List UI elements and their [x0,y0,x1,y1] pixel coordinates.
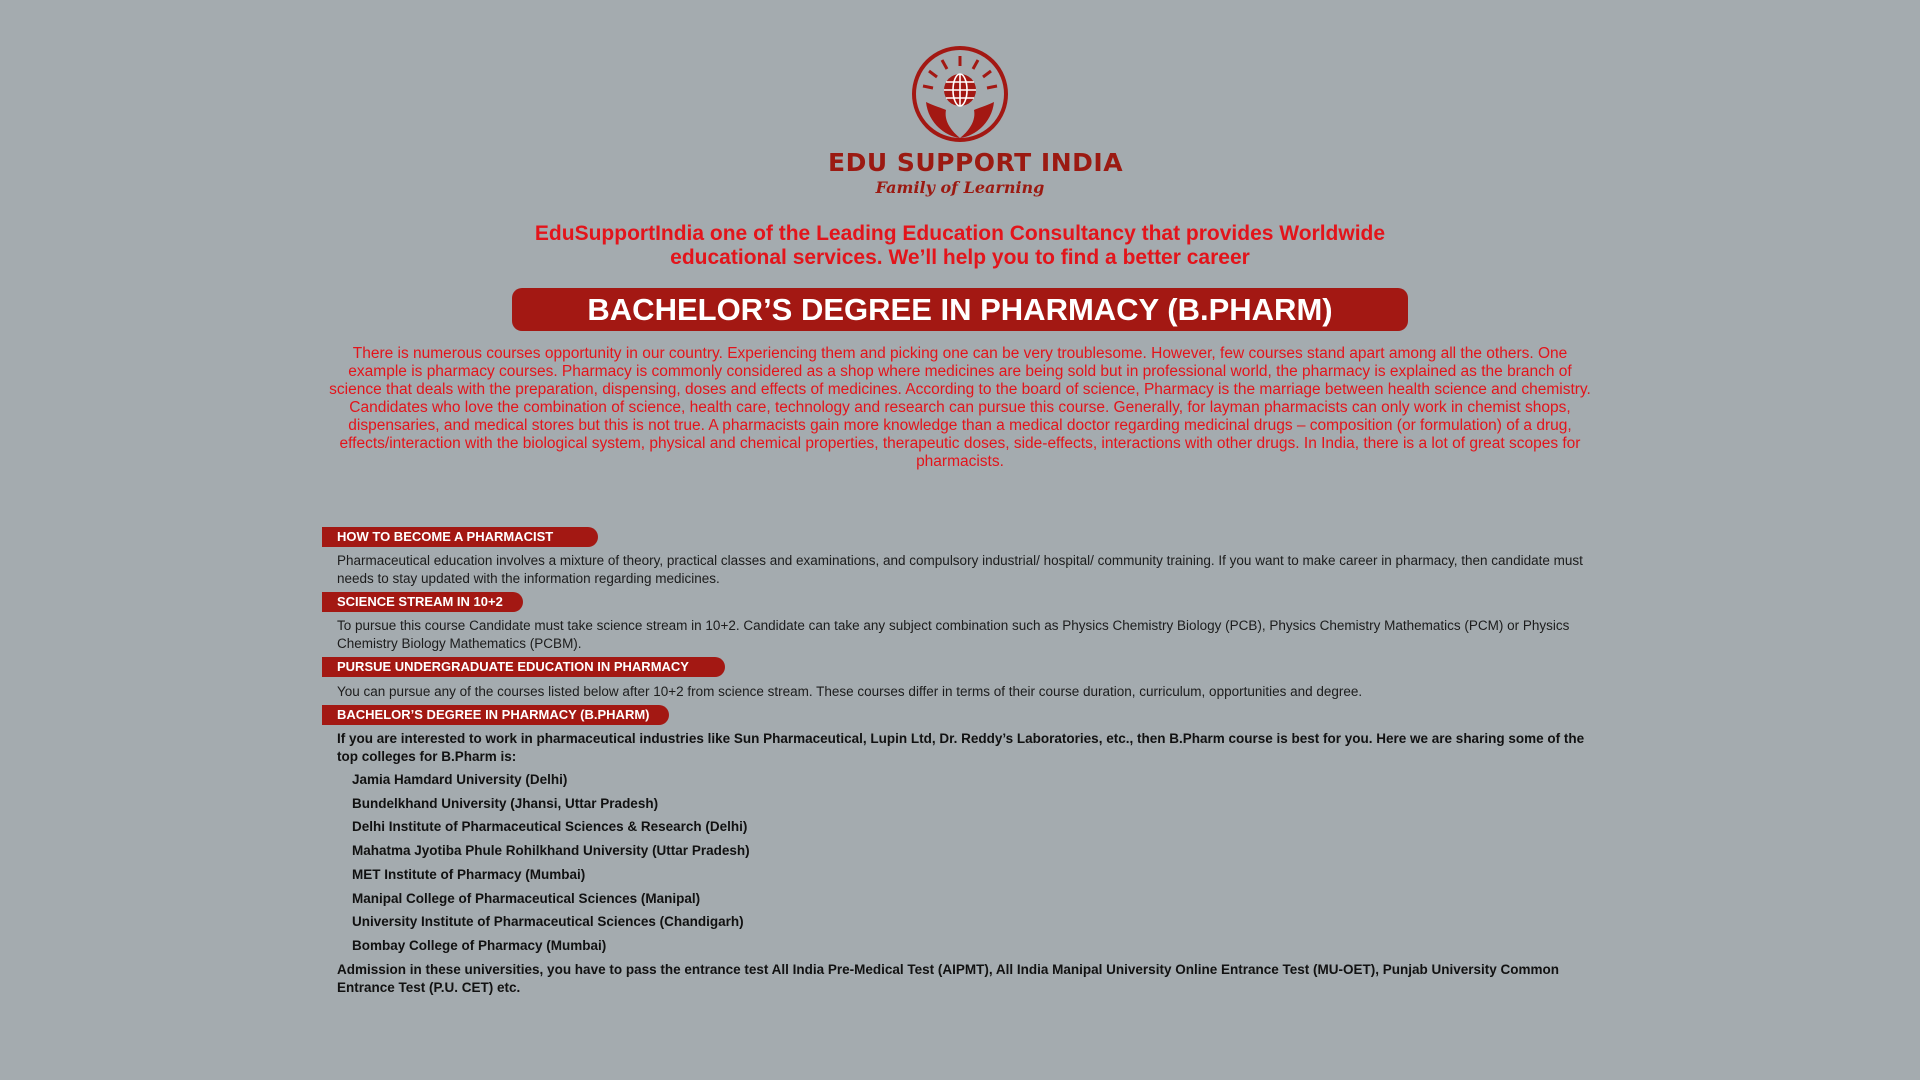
description: There is numerous courses opportunity in our country. Experiencing them and picking one can be very troublesome. However, few courses stand apart among all the others. One example is pharmacy courses. Pharmacy is commonly considered as a shop where medicines are being sold but in professional world, the pharmacy is explained as the branch of science that deals with the preparation, dispensing, doses and effects of medicines. According to the board of science, Pharmacy is the marriage between health science and chemistry. Candidates who love the combination of science, health care, technology and research can pursue this course. Generally, for layman pharmacists can only work in chemist shops, dispensaries, and medical stores but this is not true. A pharmacists gain more knowledge than a medical doctor regarding medicinal drugs – composition (or formulation) of a drug, effects/interaction with the biological system, physical and chemical properties, therapeutic doses, side-effects, interactions with other drugs. In India, there is a lot of great scopes for pharmacists. [329,345,1591,470]
logo [828,46,1124,212]
section-heading-undergraduate: PURSUE UNDERGRADUATE EDUCATION IN PHARMACY [322,657,725,677]
list-item: Mahatma Jyotiba Phule Rohilkhand University (Uttar Pradesh) [352,843,750,859]
section-heading-become-pharmacist: HOW TO BECOME A PHARMACIST [322,527,598,547]
brand-name: EDU SUPPORT INDIA [828,148,1124,177]
list-item: Bombay College of Pharmacy (Mumbai) [352,937,607,953]
globe-sun-hands-icon [910,46,1010,146]
section-body-bpharm: If you are interested to work in pharmaceutical industries like Sun Pharmaceutical, Lupin Ltd, Dr. Reddy’s Laboratories, etc., then B.Pharm course is best for you. Here we are sharing some of the top colleges for B.Pharm is: [337,731,1585,764]
section-body-science-stream: To pursue this course Candidate must take science stream in 10+2. Candidate can take any subject combination such as Physics Chemistry Biology (PCB), Physics Chemistry Mathematics (PCM) or Physics Chemistry Biology Mathematics (PCBM). [337,618,1570,651]
list-item: MET Institute of Pharmacy (Mumbai) [352,866,586,882]
brand-tagline: Family of Learning [875,178,1045,197]
intro-text [460,222,1460,270]
section-heading-bpharm: BACHELOR’S DEGREE IN PHARMACY (B.PHARM) [322,705,669,725]
section-heading-science-stream: SCIENCE STREAM IN 10+2 [322,592,523,612]
list-item: Bundelkhand University (Jhansi, Uttar Pradesh) [352,795,659,811]
intro-line-1: EduSupportIndia one of the Leading Education Consultancy that provides Worldwide [534,222,1386,245]
page-title: BACHELOR’S DEGREE IN PHARMACY (B.PHARM) [512,288,1408,331]
list-item: Jamia Hamdard University (Delhi) [352,772,568,787]
list-item: Manipal College of Pharmaceutical Sciences (Manipal) [352,890,701,906]
list-item: Delhi Institute of Pharmaceutical Sciences & Research (Delhi) [352,819,748,835]
admission-note: Admission in these universities, you have to pass the entrance test All India Pre-Medical Test (AIPMT), All India Manipal University Online Entrance Test (MU-OET), Punjab University Common Entrance Test (P.U. CET) etc. [337,962,1559,995]
section-body-become-pharmacist: Pharmaceutical education involves a mixture of theory, practical classes and examinations, and compulsory industrial/ hospital/ community training. If you want to make career in pharmacy, then candidate must needs to stay updated with the information regarding medicines. [337,553,1583,586]
college-list [352,768,750,958]
section-body-undergraduate: You can pursue any of the courses listed below after 10+2 from science stream. These courses differ in terms of their course duration, curriculum, opportunities and degree. [337,684,1363,699]
list-item: University Institute of Pharmaceutical Sciences (Chandigarh) [352,914,744,930]
intro-line-2: educational services. We’ll help you to find a better career [670,246,1250,269]
